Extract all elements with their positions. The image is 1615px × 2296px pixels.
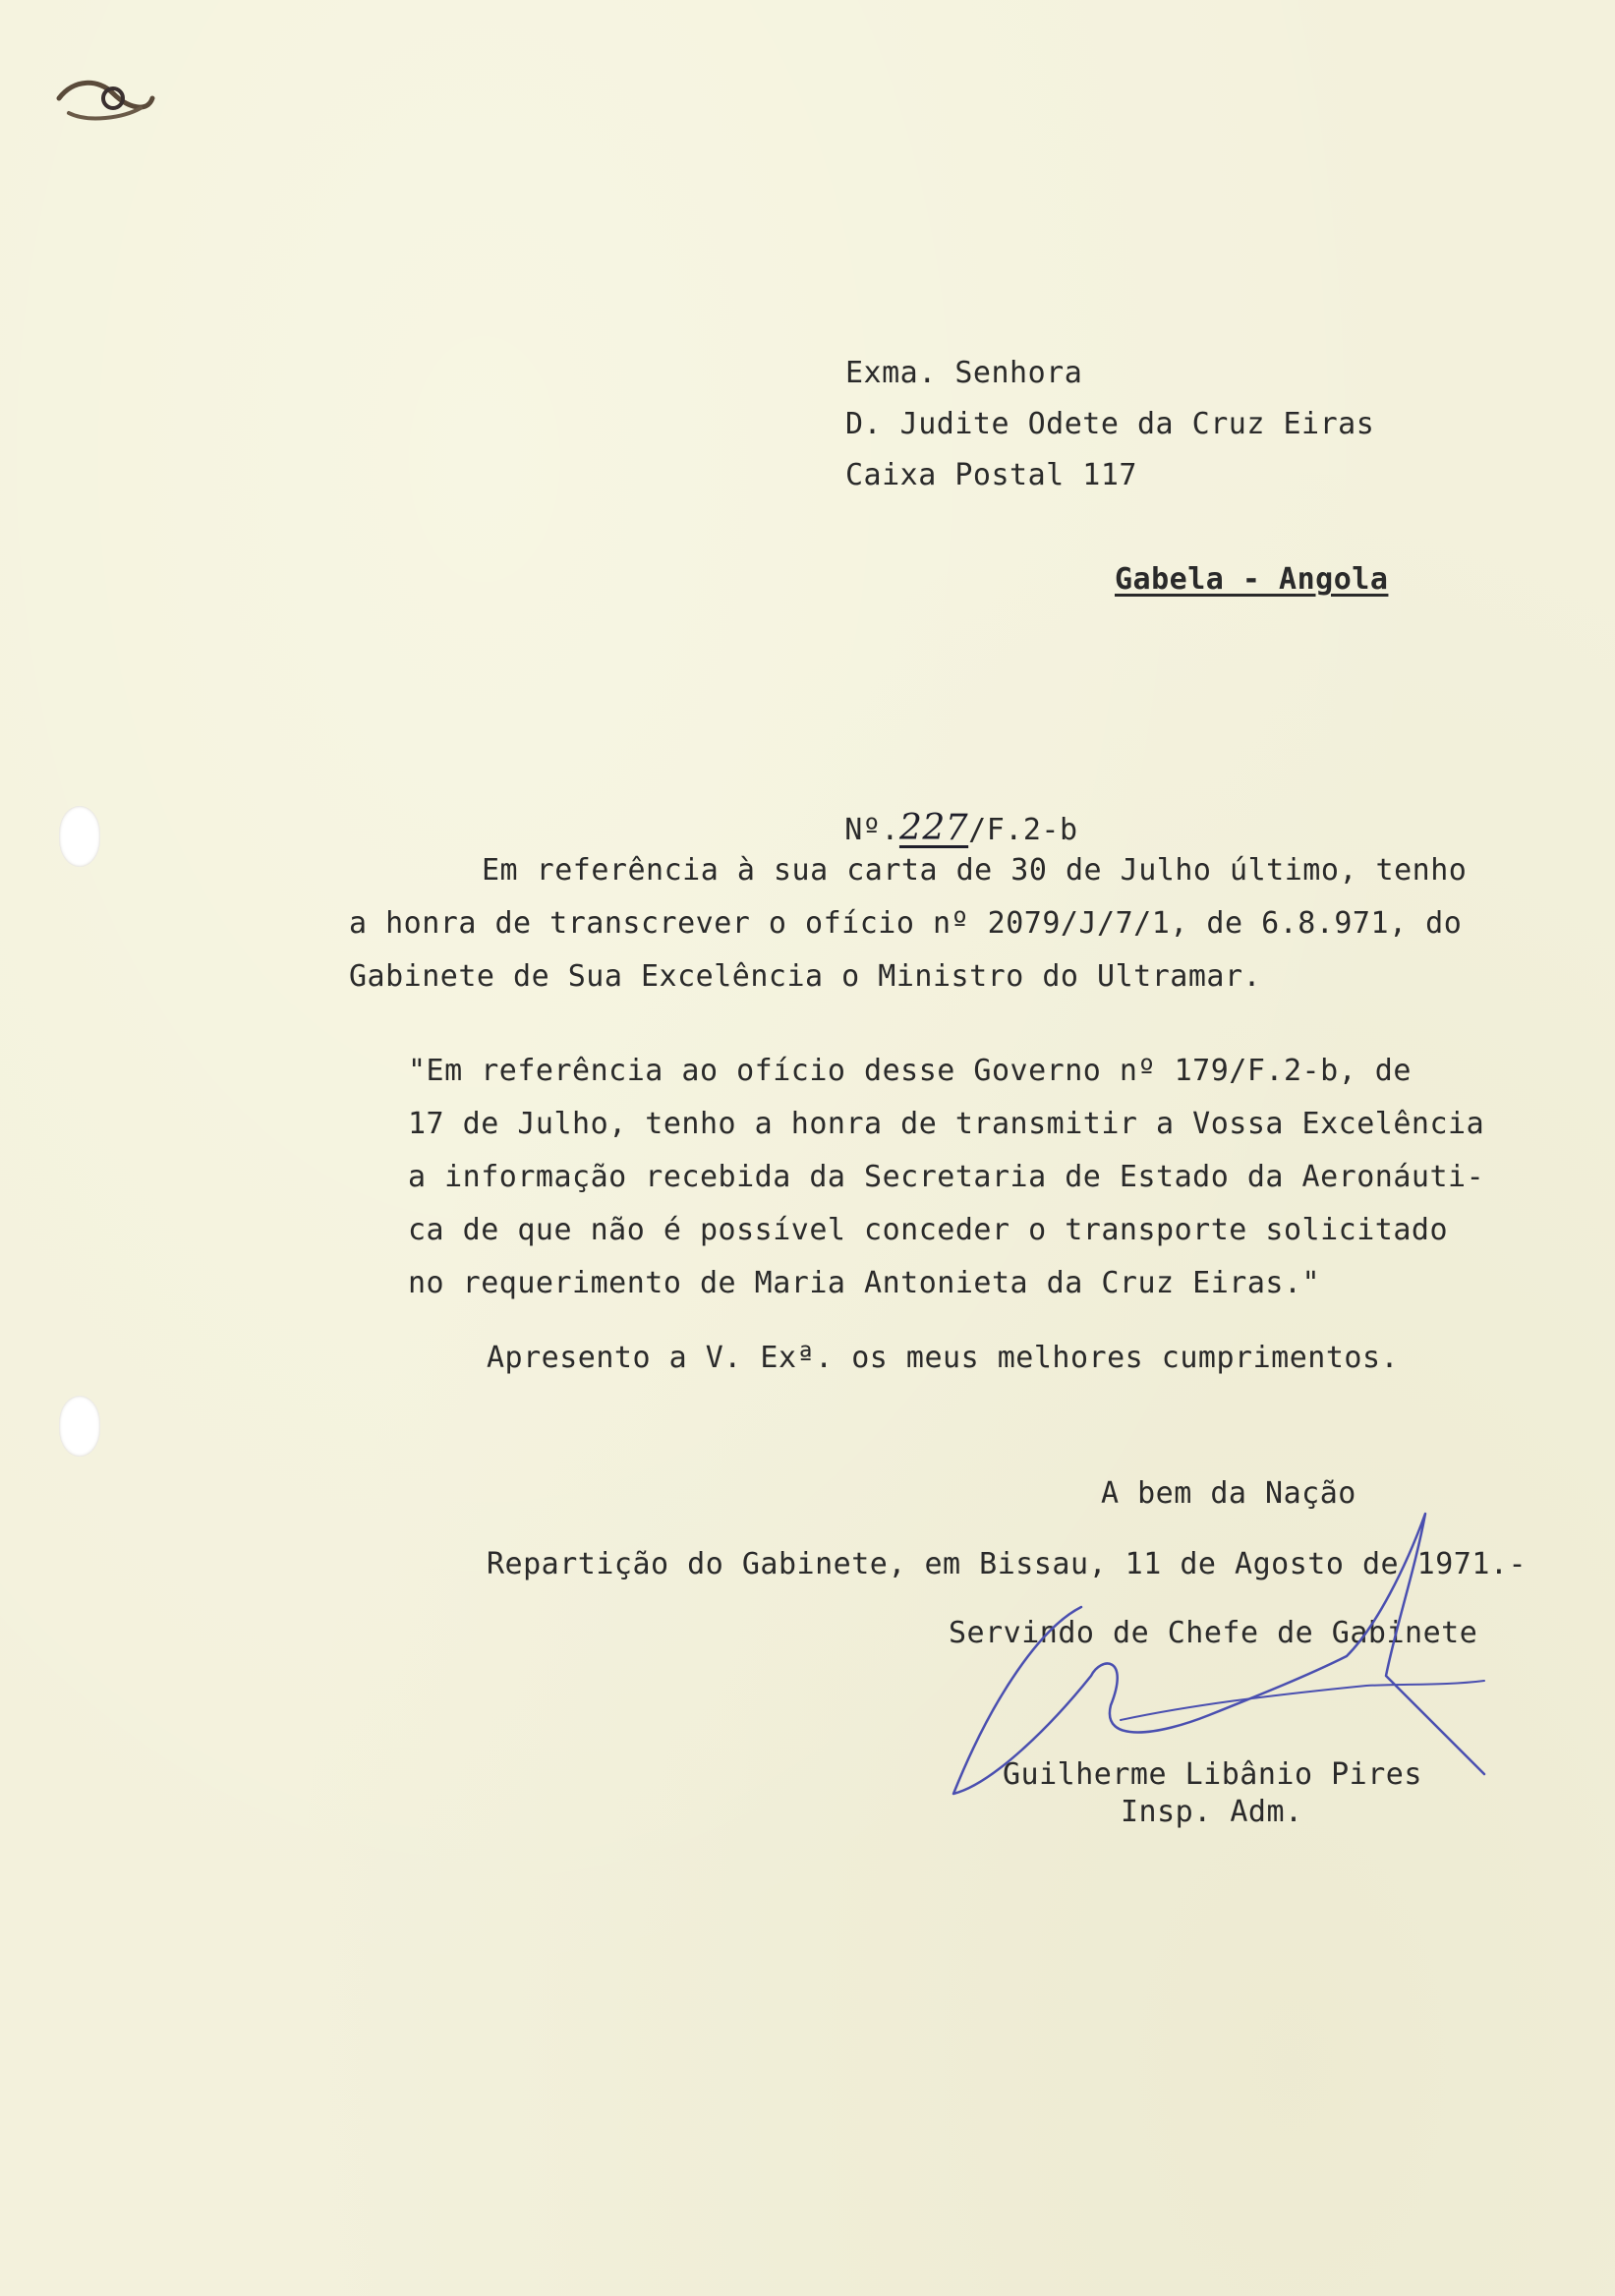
paper-clip-mark	[54, 69, 162, 138]
punch-hole-bottom	[59, 1396, 100, 1457]
addressee-location: Gabela - Angola	[1115, 562, 1389, 597]
footer-motto: A bem da Nação	[1101, 1476, 1356, 1511]
addressee-box: Caixa Postal 117	[845, 458, 1137, 492]
reference-suffix: /F.2-b	[968, 813, 1078, 847]
closing-line: Apresento a V. Exª. os meus melhores cumprimentos.	[487, 1341, 1400, 1375]
addressee-salutation: Exma. Senhora	[845, 356, 1083, 390]
body-quote-line-2: 17 de Julho, tenho a honra de transmitir a Vossa Excelência	[408, 1107, 1485, 1141]
footer-title: Insp. Adm.	[1121, 1795, 1303, 1829]
body-quote-line-4: ca de que não é possível conceder o transporte solicitado	[408, 1213, 1449, 1247]
footer-signatory: Guilherme Libânio Pires	[1003, 1757, 1422, 1792]
body-quote-line-5: no requerimento de Maria Antonieta da Cruz Eiras."	[408, 1266, 1321, 1300]
footer-role: Servindo de Chefe de Gabinete	[949, 1616, 1478, 1650]
body-quote-line-1: "Em referência ao ofício desse Governo nº 179/F.2-b, de	[408, 1054, 1412, 1088]
body-p1-line-3: Gabinete de Sua Excelência o Ministro do Ultramar.	[349, 959, 1262, 994]
body-p1-line-2: a honra de transcrever o ofício nº 2079/J/7/1, de 6.8.971, do	[349, 906, 1463, 941]
punch-hole-top	[59, 806, 100, 867]
reference-prefix: Nº.	[844, 813, 899, 847]
addressee-name: D. Judite Odete da Cruz Eiras	[845, 407, 1375, 441]
body-p1-line-1: Em referência à sua carta de 30 de Julho último, tenho	[482, 853, 1468, 888]
footer-place-date: Repartição do Gabinete, em Bissau, 11 de Agosto de 1971.-	[487, 1547, 1528, 1581]
reference-number: 227	[898, 808, 969, 848]
body-quote-line-3: a informação recebida da Secretaria de Estado da Aeronáuti-	[408, 1160, 1485, 1194]
